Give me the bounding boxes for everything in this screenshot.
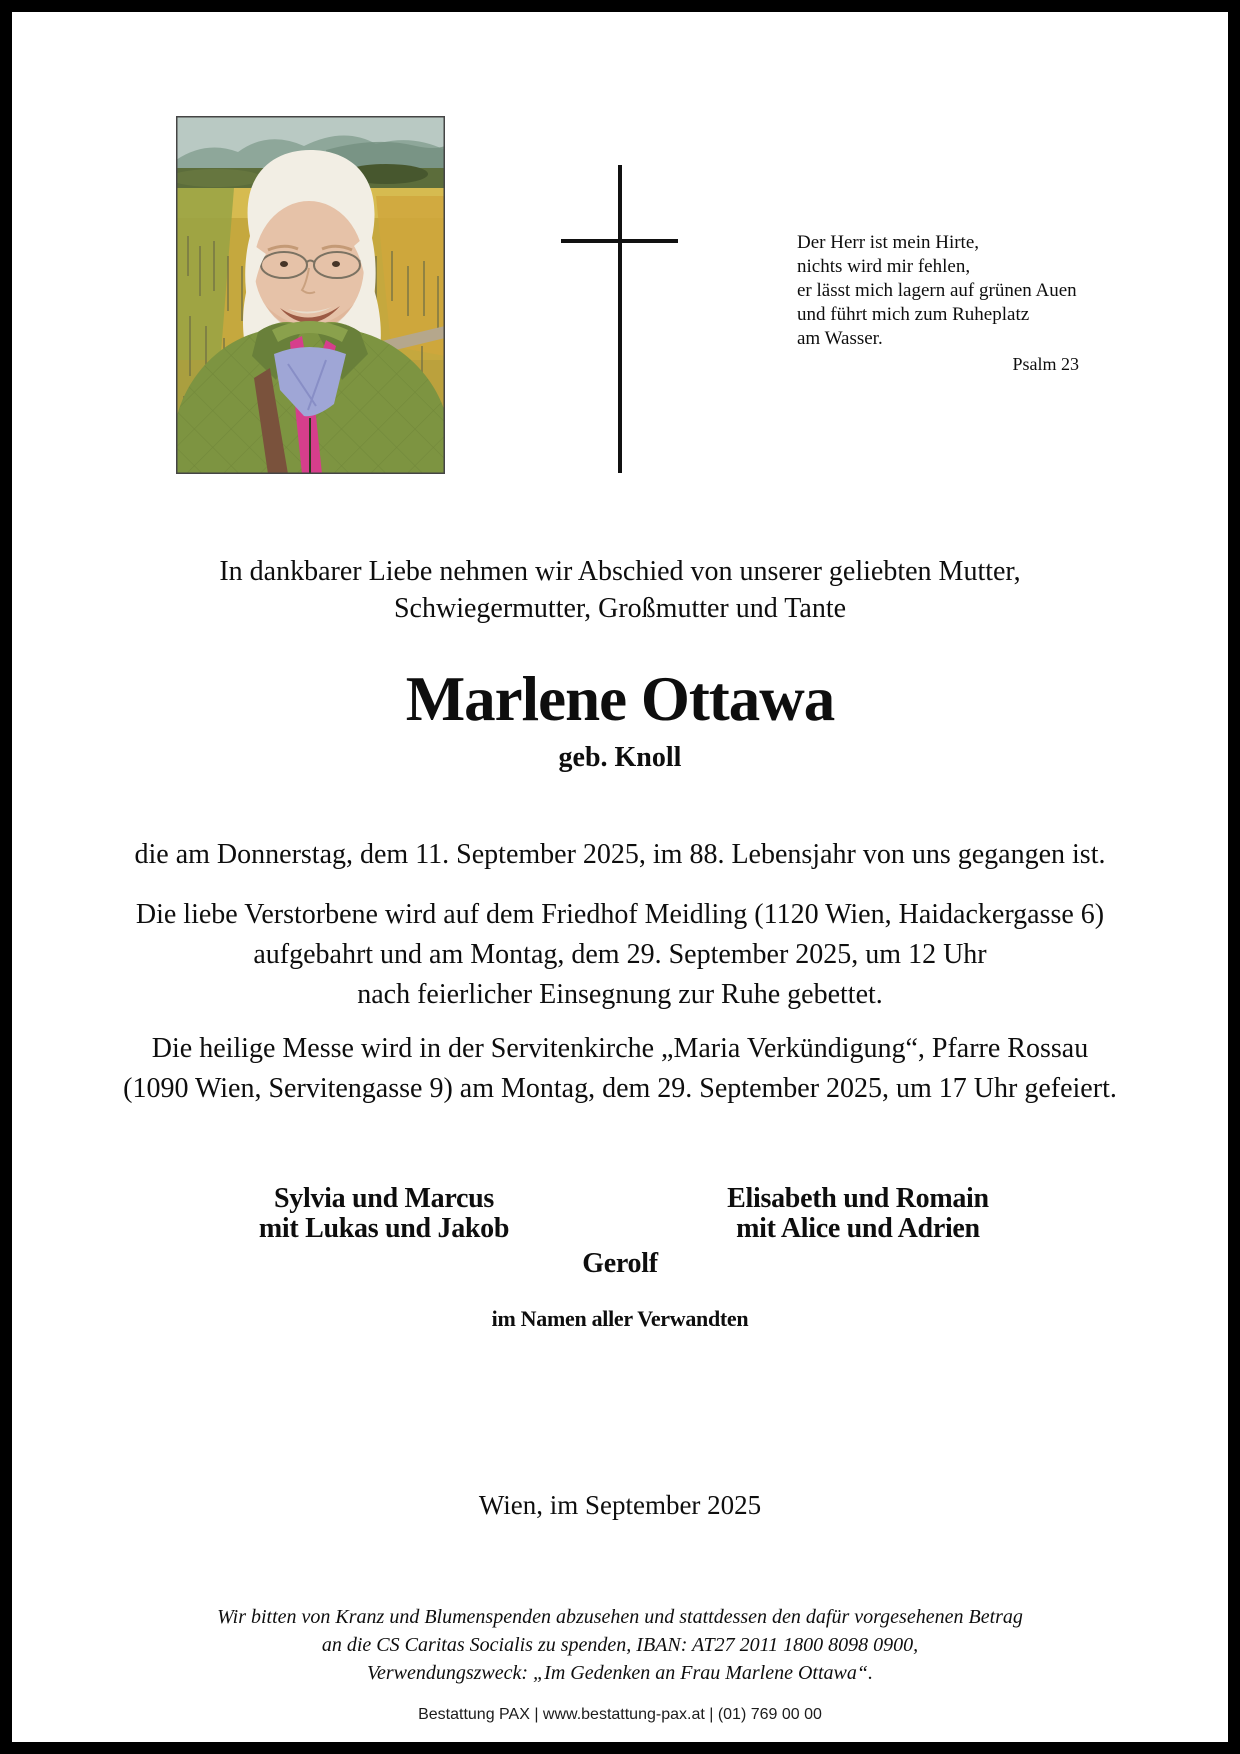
mass-line: (1090 Wien, Servitengasse 9) am Montag, dem 29. September 2025, um 17 Uhr gefeiert. xyxy=(123,1073,1117,1104)
place-date: Wien, im September 2025 xyxy=(478,1490,762,1520)
psalm-line: Der Herr ist mein Hirte, xyxy=(797,232,980,253)
photo-eye-right xyxy=(332,261,340,267)
farewell-intro-line: In dankbarer Liebe nehmen wir Abschied von unserer geliebten Mutter, xyxy=(219,556,1021,587)
donation-line: an die CS Caritas Socialis zu spenden, IBAN: AT27 2011 1800 8098 0900, xyxy=(321,1634,919,1656)
mourner-center: Gerolf xyxy=(582,1248,658,1279)
cross-symbol xyxy=(618,165,622,473)
burial-line: aufgebahrt und am Montag, dem 29. September 2025, um 12 Uhr xyxy=(253,939,987,970)
portrait-photo-image xyxy=(176,116,445,474)
mourner-name: mit Alice und Adrien xyxy=(736,1213,980,1244)
burial-line: Die liebe Verstorbene wird auf dem Friedhof Meidling (1120 Wien, Haidackergasse 6) xyxy=(135,899,1105,930)
deceased-birth-name: geb. Knoll xyxy=(558,742,682,773)
farewell-intro xyxy=(20,553,1220,627)
psalm-line: er lässt mich lagern auf grünen Auen xyxy=(797,280,1077,301)
death-date-line: die am Donnerstag, dem 11. September 2025, im 88. Lebensjahr von uns gegangen ist. xyxy=(134,839,1106,870)
farewell-intro-line: Schwiegermutter, Großmutter und Tante xyxy=(393,593,847,624)
photo-eye-left xyxy=(280,261,288,267)
psalm-attribution: Psalm 23 xyxy=(1012,354,1079,374)
mourner-name: Elisabeth und Romain xyxy=(727,1183,989,1214)
donation-line: Verwendungszweck: „Im Gedenken an Frau Marlene Ottawa“. xyxy=(366,1662,874,1684)
psalm-line: und führt mich zum Ruheplatz xyxy=(797,304,1030,325)
mourner-name: Sylvia und Marcus xyxy=(274,1183,494,1214)
donation-note xyxy=(20,1603,1220,1687)
mass-paragraph xyxy=(20,1029,1220,1109)
funeral-home-footer: Bestattung PAX | www.bestattung-pax.at | (01) 769 00 00 xyxy=(418,1706,822,1723)
burial-line: nach feierlicher Einsegnung zur Ruhe gebettet. xyxy=(357,979,883,1010)
mourners-closing: im Namen aller Verwandten xyxy=(491,1306,749,1331)
deceased-name: Marlene Ottawa xyxy=(405,664,835,734)
mourner-name: mit Lukas und Jakob xyxy=(258,1213,510,1244)
donation-line: Wir bitten von Kranz und Blumenspenden abzusehen und stattdessen den dafür vorgesehenen Betrag xyxy=(217,1606,1023,1628)
portrait-photo xyxy=(176,116,445,474)
burial-paragraph xyxy=(20,895,1220,1015)
mass-line: Die heilige Messe wird in der Servitenkirche „Maria Verkündigung“, Pfarre Rossau xyxy=(151,1033,1089,1064)
psalm-line: nichts wird mir fehlen, xyxy=(797,256,971,277)
cross-symbol-bar xyxy=(561,239,678,243)
mourners-left-column xyxy=(184,1184,584,1244)
mourners-right-column xyxy=(658,1184,1058,1244)
psalm-line: am Wasser. xyxy=(797,328,883,349)
psalm-quote xyxy=(797,231,1079,376)
